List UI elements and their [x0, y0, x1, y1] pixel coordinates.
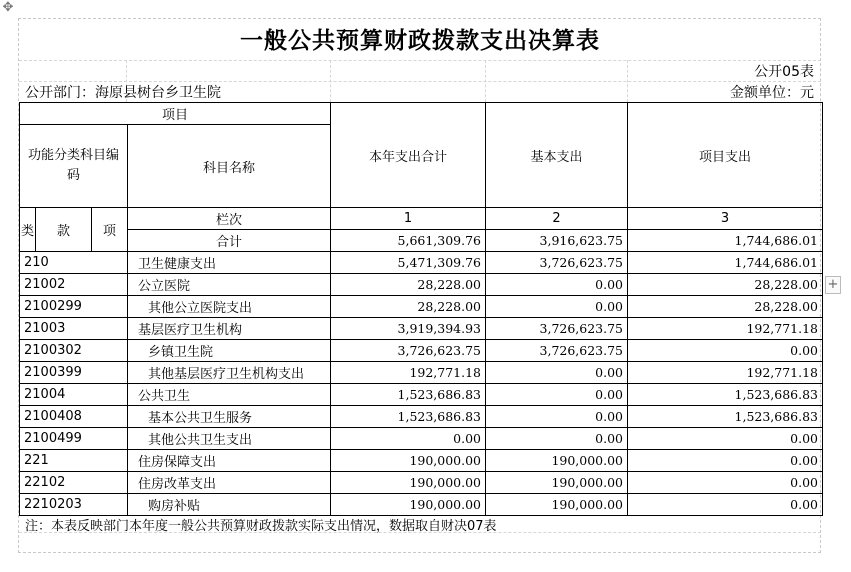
column-number-3: 3 — [628, 208, 823, 230]
row-total: 1,523,686.83 — [331, 384, 486, 406]
unit-label: 金额单位：元 — [730, 85, 814, 101]
table-row — [20, 384, 823, 406]
row-basic: 3,726,623.75 — [486, 252, 628, 274]
table-row — [20, 296, 823, 318]
grid-guide — [330, 60, 331, 102]
table-row — [20, 494, 823, 516]
row-basic: 0.00 — [486, 296, 628, 318]
row-project: 28,228.00 — [628, 296, 823, 318]
grid-guide — [19, 60, 821, 61]
header-sum-label: 合计 — [128, 230, 331, 252]
header-col-basic: 基本支出 — [486, 103, 628, 208]
row-total: 3,726,623.75 — [331, 340, 486, 362]
row-project: 1,523,686.83 — [628, 384, 823, 406]
row-basic: 0.00 — [486, 384, 628, 406]
row-code: 221 — [20, 450, 128, 472]
header-project: 项目 — [20, 103, 331, 125]
table-row — [20, 252, 823, 274]
header-func-code: 功能分类科目编码 — [20, 125, 128, 208]
row-subject-name: 基层医疗卫生机构 — [128, 318, 331, 340]
row-project: 192,771.18 — [628, 318, 823, 340]
page-title: 一般公共预算财政拨款支出决算表 — [240, 28, 600, 54]
table-row — [20, 406, 823, 428]
table-tag: 公开05表 — [754, 64, 814, 80]
table-row — [20, 472, 823, 494]
row-subject-name: 其他公立医院支出 — [128, 296, 331, 318]
row-project: 0.00 — [628, 472, 823, 494]
row-subject-name: 乡镇卫生院 — [128, 340, 331, 362]
grid-guide — [627, 60, 628, 102]
header-col-total: 本年支出合计 — [331, 103, 486, 208]
row-code: 21002 — [20, 274, 128, 296]
header-xiang: 项 — [92, 208, 128, 252]
table-row — [20, 318, 823, 340]
row-total: 190,000.00 — [331, 472, 486, 494]
row-subject-name: 其他基层医疗卫生机构支出 — [128, 362, 331, 384]
row-code: 2100399 — [20, 362, 128, 384]
row-total: 1,523,686.83 — [331, 406, 486, 428]
row-project: 28,228.00 — [628, 274, 823, 296]
expenditure-table — [19, 102, 823, 516]
row-subject-name: 其他公共卫生支出 — [128, 428, 331, 450]
row-code: 21003 — [20, 318, 128, 340]
row-total: 3,919,394.93 — [331, 318, 486, 340]
row-basic: 3,726,623.75 — [486, 340, 628, 362]
row-total: 5,471,309.76 — [331, 252, 486, 274]
row-basic: 190,000.00 — [486, 450, 628, 472]
table-row — [20, 274, 823, 296]
table-row — [20, 340, 823, 362]
column-number-1: 1 — [331, 208, 486, 230]
table-row — [20, 362, 823, 384]
row-total: 192,771.18 — [331, 362, 486, 384]
move-handle-icon[interactable]: ✥ — [2, 0, 14, 15]
row-basic: 0.00 — [486, 428, 628, 450]
row-project: 0.00 — [628, 494, 823, 516]
row-code: 2100408 — [20, 406, 128, 428]
row-total: 190,000.00 — [331, 450, 486, 472]
row-project: 0.00 — [628, 340, 823, 362]
header-lei: 类 — [20, 208, 36, 252]
footnote: 注：本表反映部门本年度一般公共预算财政拨款实际支出情况，数据取自财决07表 — [25, 519, 497, 534]
row-project: 192,771.18 — [628, 362, 823, 384]
row-total: 0.00 — [331, 428, 486, 450]
row-subject-name: 卫生健康支出 — [128, 252, 331, 274]
row-code: 21004 — [20, 384, 128, 406]
row-total: 28,228.00 — [331, 296, 486, 318]
sum-total: 5,661,309.76 — [331, 230, 486, 252]
header-lanci: 栏次 — [128, 208, 331, 230]
grid-guide — [485, 60, 486, 102]
header-subject-name: 科目名称 — [128, 125, 331, 208]
header-col-project: 项目支出 — [628, 103, 823, 208]
row-code: 2100499 — [20, 428, 128, 450]
row-code: 22102 — [20, 472, 128, 494]
row-subject-name: 住房保障支出 — [128, 450, 331, 472]
header-kuan: 款 — [36, 208, 92, 252]
sum-project: 1,744,686.01 — [628, 230, 823, 252]
table-row — [20, 428, 823, 450]
row-total: 28,228.00 — [331, 274, 486, 296]
row-subject-name: 基本公共卫生服务 — [128, 406, 331, 428]
row-basic: 0.00 — [486, 362, 628, 384]
row-project: 1,744,686.01 — [628, 252, 823, 274]
table-row — [20, 450, 823, 472]
row-project: 1,523,686.83 — [628, 406, 823, 428]
row-code: 2210203 — [20, 494, 128, 516]
row-subject-name: 住房改革支出 — [128, 472, 331, 494]
row-basic: 0.00 — [486, 406, 628, 428]
add-column-icon[interactable]: + — [825, 276, 841, 294]
sum-basic: 3,916,623.75 — [486, 230, 628, 252]
department-label: 公开部门：海原县树台乡卫生院 — [25, 85, 221, 101]
row-subject-name: 公立医院 — [128, 274, 331, 296]
row-subject-name: 公共卫生 — [128, 384, 331, 406]
row-basic: 0.00 — [486, 274, 628, 296]
row-basic: 3,726,623.75 — [486, 318, 628, 340]
row-subject-name: 购房补贴 — [128, 494, 331, 516]
row-basic: 190,000.00 — [486, 472, 628, 494]
row-code: 2100299 — [20, 296, 128, 318]
row-code: 210 — [20, 252, 128, 274]
row-project: 0.00 — [628, 428, 823, 450]
row-project: 0.00 — [628, 450, 823, 472]
row-code: 2100302 — [20, 340, 128, 362]
row-total: 190,000.00 — [331, 494, 486, 516]
row-basic: 190,000.00 — [486, 494, 628, 516]
column-number-2: 2 — [486, 208, 628, 230]
